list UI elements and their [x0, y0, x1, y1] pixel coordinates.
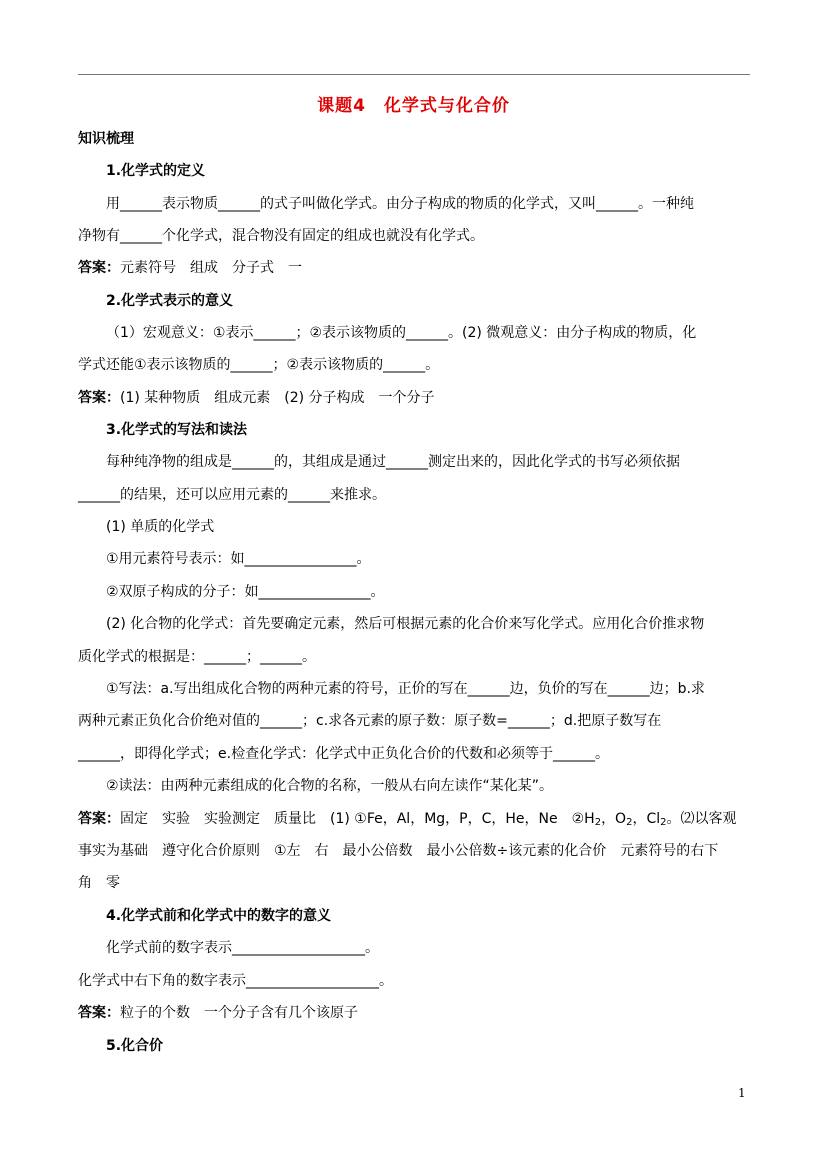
- s1-heading: 1.化学式的定义: [106, 163, 206, 179]
- answer-text: ，Cl: [632, 811, 661, 827]
- answer-label: 答案：: [78, 811, 120, 827]
- answer-label: 答案：: [78, 390, 120, 406]
- s4-paragraph-line-1: 化学式前的数字表示___________________。: [106, 940, 379, 956]
- page-number: 1: [738, 1086, 746, 1100]
- s3-writing-line-1: ①写法：a.写出组成化合物的两种元素的符号，正价的写在______边，负价的写在______边；b.求: [106, 681, 705, 697]
- s3-compound-line-1: (2) 化合物的化学式：首先要确定元素，然后可根据元素的化合价来写化学式。应用化合价推求物: [106, 616, 705, 632]
- answer-label: 答案：: [78, 1005, 120, 1021]
- answer-text: 粒子的个数 一个分子含有几个该原子: [120, 1005, 358, 1021]
- section-heading: 知识梳理: [78, 131, 134, 147]
- subscript: 2: [660, 817, 667, 828]
- s3-reading-line: ②读法：由两种元素组成的化合物的名称，一般从右向左读作“某化某”。: [106, 778, 554, 794]
- answer-label: 答案：: [78, 260, 120, 276]
- s3-paragraph-line-2: ______的结果，还可以应用元素的______来推求。: [78, 487, 386, 503]
- s4-heading: 4.化学式前和化学式中的数字的意义: [106, 908, 332, 924]
- answer-text: 元素符号 组成 分子式 一: [120, 260, 302, 276]
- s3-writing-line-2: 两种元素正负化合价绝对值的______；c.求各元素的原子数：原子数=______；d.把原子数写在: [78, 713, 662, 729]
- s3-writing-line-3: ______，即得化学式；e.检查化学式：化学式中正负化合价的代数和必须等于______。: [78, 746, 610, 762]
- subscript: 2: [626, 817, 633, 828]
- page-title: 课题4 化学式与化合价: [317, 96, 510, 116]
- answer-text: 。⑵以客观: [666, 811, 737, 827]
- s3-answer-line-2: 事实为基础 遵守化合价原则 ①左 右 最小公倍数 最小公倍数÷该元素的化合价 元素符号的右下: [78, 843, 719, 859]
- s4-answer: [78, 1003, 358, 1023]
- s3-heading: 3.化学式的写法和读法: [106, 422, 248, 438]
- s3-paragraph-line-1: 每种纯净物的组成是______的，其组成是通过______测定出来的，因此化学式的书写必须依据: [106, 454, 680, 470]
- s4-paragraph-line-2: 化学式中右下角的数字表示___________________。: [78, 973, 393, 989]
- s3-diatomic-line: ②双原子构成的分子：如________________。: [106, 584, 385, 600]
- s3-subheading-elements: (1) 单质的化学式: [106, 519, 215, 535]
- answer-text: ，O: [601, 811, 627, 827]
- s5-heading: 5.化合价: [106, 1038, 164, 1054]
- s2-paragraph-line-1: （1）宏观意义：①表示______；②表示该物质的______。(2) 微观意义：由分子构成的物质，化: [106, 325, 697, 341]
- s2-paragraph-line-2: 学式还能①表示该物质的______；②表示该物质的______。: [78, 357, 440, 373]
- s1-paragraph-line-2: 净物有______个化学式，混合物没有固定的组成也就没有化学式。: [78, 228, 484, 244]
- s1-answer: [78, 258, 302, 278]
- s3-compound-line-2: 质化学式的根据是：______；______。: [78, 649, 316, 665]
- subscript: 2: [594, 817, 602, 828]
- s2-answer: [78, 388, 435, 408]
- answer-text: 固定 实验 实验测定 质量比 (1) ①Fe，Al，Mg，P，C，He，Ne ②H: [120, 811, 595, 827]
- s2-heading: 2.化学式表示的意义: [106, 293, 234, 309]
- answer-text: (1) 某种物质 组成元素 (2) 分子构成 一个分子: [120, 390, 435, 406]
- s1-paragraph-line-1: 用______表示物质______的式子叫做化学式。由分子构成的物质的化学式，又叫______。一种纯: [106, 196, 694, 212]
- s3-answer-line-3: 角 零: [78, 875, 120, 891]
- s3-element-symbol-line: ①用元素符号表示：如________________。: [106, 551, 371, 567]
- header-rule: [78, 74, 750, 75]
- s3-answer-line-1: [78, 809, 737, 829]
